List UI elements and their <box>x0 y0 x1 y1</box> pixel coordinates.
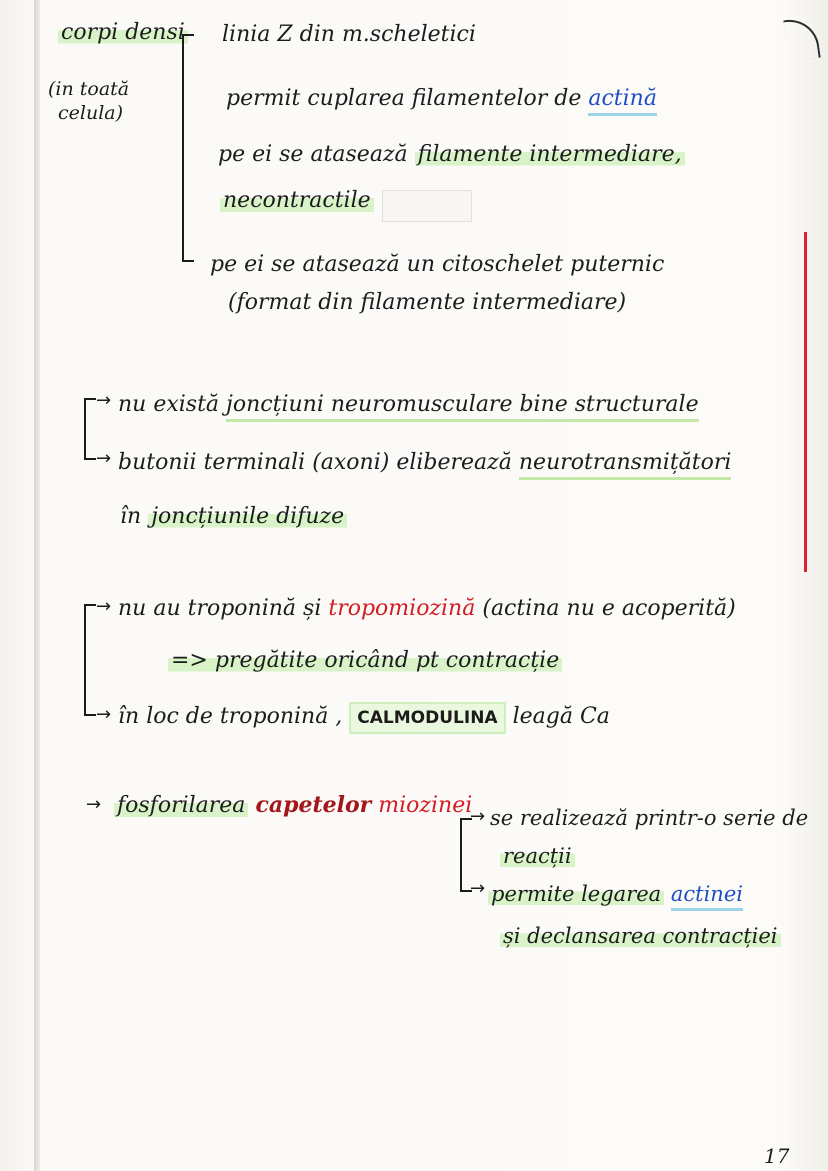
arrow-right-icon: → <box>96 596 112 617</box>
arrow-right-icon: → <box>470 806 486 827</box>
item-filamente-intermediare: filamente intermediare, <box>415 142 685 167</box>
arrow-right-icon: → <box>86 794 102 815</box>
neurotransmitatori-text: neurotransmițători <box>519 450 732 480</box>
section1-sublabel-2: celula) <box>58 102 124 124</box>
leaga-ca-text: leagă Ca <box>512 704 610 729</box>
branch1-line1: se realizează printr-o serie de <box>490 806 809 830</box>
nu-au-troponina-text: nu au troponină și <box>118 596 322 621</box>
item-necontractile-text: necontractile <box>220 188 374 213</box>
page-binding-edge <box>34 0 40 1171</box>
section2-line2 <box>118 452 731 474</box>
arrow-right-icon: → <box>96 390 112 411</box>
section2-line1 <box>118 394 699 416</box>
pregatite-text: => pregătite oricând pt contracție <box>168 648 562 673</box>
branch1-line2 <box>500 846 575 867</box>
butonii-text: butonii terminali (axoni) eliberează <box>118 450 512 475</box>
section3-line3 <box>118 706 610 728</box>
arrow-right-icon: → <box>470 878 486 899</box>
section3-line1 <box>118 598 736 620</box>
miozinei-text: miozinei <box>378 793 473 818</box>
nu-exista-text: nu există <box>118 392 220 417</box>
actinei-text: actinei <box>671 882 743 911</box>
in-loc-de-troponina-text: în loc de troponină , <box>118 704 343 729</box>
section1-bracket <box>182 34 194 262</box>
calmodulina-box: CALMODULINA <box>349 702 505 734</box>
section3-line2 <box>168 650 562 672</box>
arrow-right-icon: → <box>96 448 112 469</box>
item-actina-highlight: actină <box>588 86 657 116</box>
section4-line1 <box>114 794 472 817</box>
faint-pasted-box <box>382 190 472 222</box>
item-necontractile <box>220 190 374 212</box>
capetelor-text: capetelor <box>255 792 372 818</box>
item-pe-ei-filamente <box>218 144 685 166</box>
in-text: în <box>120 504 142 529</box>
tropomiozina-text: tropomiozină <box>328 596 476 621</box>
reactii-text: reacții <box>500 844 575 868</box>
branch2-line2 <box>500 926 781 947</box>
section2-bracket <box>84 398 96 460</box>
red-margin-tab <box>804 232 807 572</box>
section2-line3 <box>120 506 347 528</box>
arrow-right-icon: → <box>96 704 112 725</box>
permite-legarea-text: permite legarea <box>488 882 664 906</box>
section1-sublabel-1: (in toată <box>48 78 130 100</box>
item-citoschelet: pe ei se atasează un citoschelet puternic <box>210 252 665 277</box>
label-corpi-densi: corpi densi <box>58 20 188 45</box>
actina-acoperita-text: (actina nu e acoperită) <box>482 596 736 621</box>
section1-label <box>58 22 188 44</box>
item-permit-cuplarea <box>226 88 657 110</box>
item-permit-cuplarea-text: permit cuplarea filamentelor de <box>226 86 582 111</box>
section3-bracket <box>84 604 96 716</box>
branch2-line1 <box>488 884 743 905</box>
jonctiunile-difuze-text: joncțiunile difuze <box>148 504 347 529</box>
page-corner-curl <box>783 16 821 62</box>
declansarea-text: și declansarea contracției <box>500 924 781 948</box>
fosforilarea-text: fosforilarea <box>114 793 248 818</box>
page-number: 17 <box>764 1144 790 1168</box>
item-linia-z: linia Z din m.scheletici <box>222 22 476 47</box>
item-pe-ei-text: pe ei se atasează <box>218 142 408 167</box>
item-format-din: (format din filamente intermediare) <box>228 290 627 315</box>
jonctiuni-text: joncțiuni neuromusculare bine structurale <box>226 392 699 422</box>
